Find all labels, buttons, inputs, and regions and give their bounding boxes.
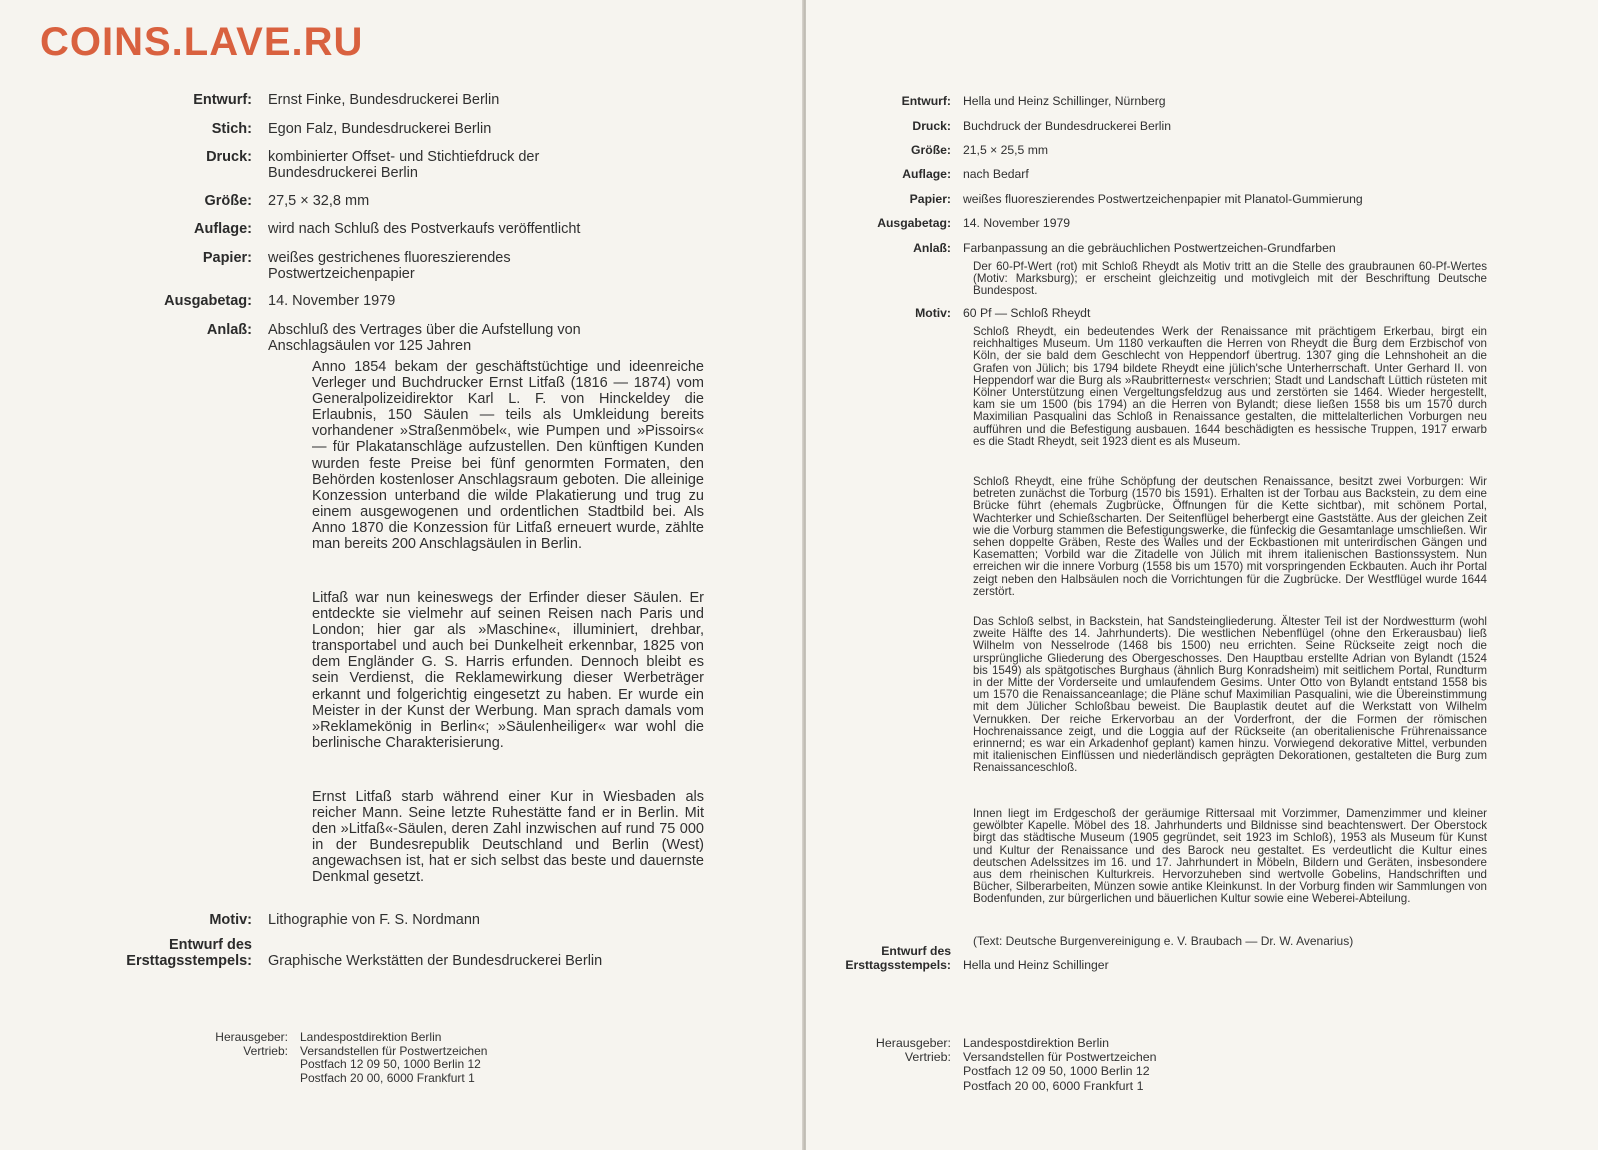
field-value: nach Bedarf xyxy=(963,167,1029,181)
field-label: Entwurf des Ersttagsstempels: xyxy=(845,944,951,972)
field-label: Anlaß: xyxy=(913,241,951,255)
field-value: wird nach Schluß des Postverkaufs veröffentlicht xyxy=(268,221,581,237)
field-ausgabetag xyxy=(0,293,660,309)
field-label: Druck: xyxy=(912,119,951,133)
field-label: Größe: xyxy=(204,193,252,209)
footer-labels: Herausgeber: Vertrieb: xyxy=(875,1036,951,1065)
field-motiv xyxy=(0,912,660,928)
field-ersttagsstempel xyxy=(0,937,660,970)
text-credit: (Text: Deutsche Burgenvereinigung e. V. Braubach — Dr. W. Avenarius) xyxy=(973,934,1354,948)
field-label: Ausgabetag: xyxy=(164,293,252,309)
field-value: weißes fluoreszierendes Postwertzeichenpapier mit Planatol-Gummierung xyxy=(963,192,1363,206)
field-value: Abschluß des Vertrages über die Aufstellung von Anschlagsäulen vor 125 Jahren xyxy=(268,322,581,355)
field-value: Farbanpassung an die gebräuchlichen Postwertzeichen-Grundfarben xyxy=(963,241,1336,255)
body-paragraph: Innen liegt im Erdgeschoß der geräumige Rittersaal mit Vorzimmer, Damenzimmer und kleiner gewölbter Kapelle. Möbel des 18. Jahrhunderts und Bildnisse sind beachtenswert. Der Oberstock birgt das städtische Museum (1905 gegründet, seit 1923 im Schloß), 1953 als Museum für Kunst und Kultur der Renaissance und des Barock neu gestaltet. Es verdeutlicht die Kultur eines deutschen Adelssitzes im 16. und 17. Jahrhundert in Möbeln, Bildern und Geräten, insbesondere aus dem rheinischen Kulturkreis. Hervorzuheben sind wertvolle Gobelins, Handschriften und Bücher, Silberarbeiten, Münzen sowie antike Kleinkunst. In der Vorburg finden wir Sammlungen von Bodenfunden, zur bürgerlichen und bäuerlichen Kultur sowie eine Weberei-Abteilung. xyxy=(973,807,1487,906)
anlass-text: Der 60-Pf-Wert (rot) mit Schloß Rheydt als Motiv tritt an die Stelle des graubraunen 60-Pf-Wertes (Motiv: Marksburg); er erscheint gleichzeitig und motivgleich mit der Beschriftung Deutsche Bundespost. xyxy=(973,260,1487,298)
field-label: Motiv: xyxy=(209,912,252,928)
field-value: 14. November 1979 xyxy=(963,216,1071,230)
field-auflage xyxy=(806,167,1483,181)
watermark: COINS.LAVE.RU xyxy=(40,20,364,64)
field-value: Buchdruck der Bundesdruckerei Berlin xyxy=(963,119,1171,133)
field-value: 60 Pf — Schloß Rheydt xyxy=(963,306,1091,320)
field-ausgabetag xyxy=(806,216,1483,230)
field-value: Hella und Heinz Schillinger, Nürnberg xyxy=(963,94,1166,108)
field-papier xyxy=(0,250,660,283)
field-label: Entwurf des Ersttagsstempels: xyxy=(126,937,252,970)
field-papier xyxy=(806,192,1483,206)
field-anlass xyxy=(806,241,1483,255)
field-label: Entwurf: xyxy=(901,94,951,108)
footer-labels: Herausgeber: Vertrieb: xyxy=(215,1030,288,1058)
field-druck xyxy=(0,149,660,182)
field-motiv xyxy=(806,306,1483,320)
field-label: Papier: xyxy=(909,192,951,206)
publisher-footer xyxy=(806,1036,1263,1093)
field-groesse xyxy=(806,143,1483,157)
field-value: 14. November 1979 xyxy=(268,293,396,309)
body-paragraph: Das Schloß selbst, in Backstein, hat Sandsteingliederung. Ältester Teil ist der Nordwestturm (wohl zweite Hälfte des 14. Jahrhunderts). Die westlichen Nebenflügel (ohne den Erkerausbau) ließ Wilhelm von Nesselrode (1468 bis 1500) neu errichten. Seine Rückseite zeigt noch die ursprüngliche Gliederung des Obergeschosses. Den Hauptbau erstellte Adrian von Bylandt (1524 bis 1549) als spätgotisches Burghaus (ähnlich Burg Konradsheim) mit seitlichem Portal, Rundturm in der Mitte der Vorderseite und umlaufendem Gesims. Unter Otto von Bylandt entstand 1558 bis um 1570 die Renaissanceanlage; die Pläne schuf Maximilian Pasqualini, wie die Übereinstimmung mit dem Jülicher Schloßbau beweist. Die Bauplastik deutet auf die Werkstatt von Wilhelm Vernukken. Der reiche Erkervorbau an der Vorderfront, der die Formen der römischen Hochrenaissance zeigt, und die Loggia auf der Rückseite (an oberitalienische Frührenaissance erinnernd; es war ein Arkadenhof geplant) kamen hinzu. Vorwiegend dekorative Mittel, verbunden mit italienischen Einflüssen und niederländisch geprägten Dekorationen, gestalteten die Burg zum Renaissanceschloß. xyxy=(973,615,1487,775)
field-entwurf xyxy=(0,92,660,108)
field-anlass xyxy=(0,322,660,355)
field-groesse xyxy=(0,193,660,209)
field-druck xyxy=(806,119,1483,133)
field-ersttagsstempel xyxy=(806,944,1483,972)
body-paragraph: Litfaß war nun keineswegs der Erfinder dieser Säulen. Er entdeckte sie vielmehr auf seinen Reisen nach Paris und London; hier gar als »Maschine«, illuminiert, drehbar, transportabel und auch bei Dunkelheit erkennbar, 1825 von dem Engländer G. S. Harris erfunden. Dennoch bleibt es sein Verdienst, die Reklamewirkung dieser Werbeträger erkannt und folgerichtig eingesetzt zu haben. Er wurde ein Meister in der Kunst der Werbung. Man sprach damals vom »Reklamekönig in Berlin«; »Säulenheiliger« war wohl die berlinische Charakterisierung. xyxy=(312,590,704,751)
field-value: 21,5 × 25,5 mm xyxy=(963,143,1049,157)
footer-values: Landespostdirektion Berlin Versandstellen für Postwertzeichen Postfach 12 09 50, 1000 Berlin 12 Postfach 20 00, 6000 Frankfurt 1 xyxy=(300,1030,488,1085)
field-label: Motiv: xyxy=(915,306,951,320)
field-label: Entwurf: xyxy=(193,92,252,108)
field-auflage xyxy=(0,221,660,237)
body-paragraph: Ernst Litfaß starb während einer Kur in Wiesbaden als reicher Mann. Seine letzte Ruhestätte fand er in Berlin. Mit den »Litfaß«-Säulen, deren Zahl inzwischen auf rund 75 000 in der Bundesrepublik Deutschland und Berlin (West) angewachsen ist, hat er sich selbst das beste und dauernste Denkmal gesetzt. xyxy=(312,789,704,886)
field-value: Lithographie von F. S. Nordmann xyxy=(268,912,480,928)
field-label: Anlaß: xyxy=(206,322,252,338)
field-label: Auflage: xyxy=(902,167,951,181)
body-paragraph: Schloß Rheydt, ein bedeutendes Werk der Renaissance mit prächtigem Erkerbau, birgt ein reichhaltiges Museum. Um 1180 verkauften die Herren von Rheydt die Burg dem Erzbischof von Köln, der sie bald dem Geschlecht von Heppendorf übertrug. 1307 ging die Lehnshoheit an die Grafen von Jülich; bis 1794 bildete Rheydt eine jülich'sche Unterherrschaft. Unter Gerhard II. von Heppendorf war die Burg als »Raubritternest« verschrien; Stadt und Landschaft Lüttich rüsteten mit Kölner Unterstützung einen Vergeltungsfeldzug aus und zerstörten sie 1464. Wieder hergestellt, kam sie um 1500 (bis 1794) an die Herren von Bylandt; diese ließen 1558 bis um 1570 durch Maximilian Pasqualini das Schloß in Renaissance gestalten, die mittelalterlichen Vorburgen neu aufführen und die Befestigung ausbauen. 1644 beschädigten es hessische Truppen, 1917 erwarb es die Stadt Rheydt, seit 1923 dient es als Museum. xyxy=(973,325,1487,448)
field-value: weißes gestrichenes fluoreszierendes Postwertzeichenpapier xyxy=(268,250,511,283)
field-label: Druck: xyxy=(206,149,252,165)
field-value: kombinierter Offset- und Stichtiefdruck der Bundesdruckerei Berlin xyxy=(268,149,540,182)
field-value: Hella und Heinz Schillinger xyxy=(963,958,1109,972)
field-value: 27,5 × 32,8 mm xyxy=(268,193,370,209)
field-value: Graphische Werkstätten der Bundesdruckerei Berlin xyxy=(268,953,603,970)
footer-values: Landespostdirektion Berlin Versandstellen für Postwertzeichen Postfach 12 09 50, 1000 Berlin 12 Postfach 20 00, 6000 Frankfurt 1 xyxy=(963,1036,1157,1093)
body-paragraph: Anno 1854 bekam der geschäftstüchtige und ideenreiche Verleger und Buchdrucker Ernst Litfaß (1816 — 1874) vom Generalpolizeidirektor Karl L. F. von Hinckeldey die Erlaubnis, 150 Säulen — teils als Umkleidung bereits vorhandener »Straßenmöbel«, wie Pumpen und »Pissoirs« — für Plakatanschläge aufzustellen. Den künftigen Kunden wurden feste Preise bei fünf genormten Formaten, den Behörden kostenloser Anschlagsraum geboten. Die alleinige Konzession unterband die wilde Plakatierung und trug zu einem ausgewogenen und ordentlichen Stadtbild bei. Als Anno 1870 die Konzession für Litfaß erneuert wurde, zählte man bereits 200 Anschlagsäulen in Berlin. xyxy=(312,359,704,553)
field-entwurf xyxy=(806,94,1483,108)
field-label: Papier: xyxy=(202,250,252,266)
field-stich xyxy=(0,121,660,137)
publisher-footer xyxy=(0,1031,600,1085)
body-paragraph: Schloß Rheydt, eine frühe Schöpfung der deutschen Renaissance, besitzt zwei Vorburgen: Wir betreten zunächst die Torburg (1570 bis 1591). Erhalten ist der Torbau aus Backstein, zu dem eine Brücke führt (ehemals Zugbrücke, Öffnungen für die Kette sichtbar), mit schönem Portal, Wachterker und Schießscharten. Der Seitenflügel beherbergt eine Gaststätte. Aus der gleichen Zeit wie die Vorburg stammen die Befestigungswerke, die fünfeckig die Gesamtanlage umschließen. Wir sehen doppelte Gräben, Reste des Walles und der Eckbastionen mit unterirdischen Gängen und Kasematten; Vorbild war die Zitadelle von Jülich mit ihrem italienischen Bastionssystem. Nun erreichen wir die innere Vorburg (1558 bis um 1570) mit vorspringenden Eckbauten. Auch ihr Portal zeigt neben den Halbsäulen noch die Vorrichtungen für die Zugbrücke. Der Westflügel wurde 1644 zerstört. xyxy=(973,475,1487,598)
field-label: Größe: xyxy=(911,143,951,157)
right-sheet xyxy=(806,0,1598,1150)
field-value: Egon Falz, Bundesdruckerei Berlin xyxy=(268,121,492,137)
field-label: Ausgabetag: xyxy=(877,216,951,230)
field-value: Ernst Finke, Bundesdruckerei Berlin xyxy=(268,92,500,108)
field-label: Auflage: xyxy=(194,221,252,237)
field-label: Stich: xyxy=(211,121,252,137)
